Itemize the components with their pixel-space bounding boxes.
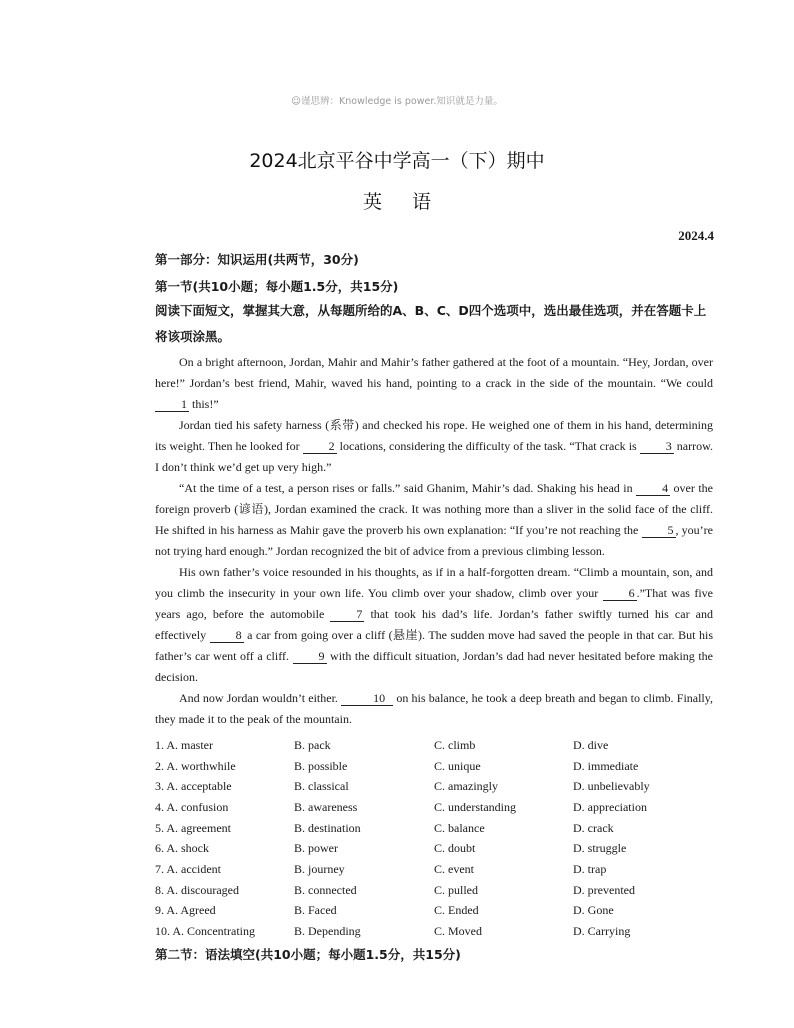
option-b: B. connected <box>294 882 357 897</box>
option-c: C. doubt <box>434 841 476 856</box>
option-c: C. Moved <box>434 924 482 939</box>
option-row <box>155 776 715 797</box>
passage-paragraph-1 <box>155 352 713 415</box>
passage-paragraph-2 <box>155 415 713 478</box>
passage-text: And now Jordan wouldn’t either. <box>179 691 342 705</box>
passage-text: His own father’s voice resounded in his thoughts, as if in a half-forgotten dream. “Climb a mountain, son, and you climb the insecurity in your own life. You climb over your shadow, climb over your <box>155 565 713 600</box>
option-c: C. unique <box>434 758 481 773</box>
part1-heading: 第一部分：知识运用(共两节，30分) <box>155 252 359 267</box>
option-d: D. unbelievably <box>573 779 650 794</box>
option-c: C. pulled <box>434 882 478 897</box>
option-row <box>155 859 715 880</box>
blank-3: 3 <box>640 440 674 454</box>
reading-passage <box>155 352 713 730</box>
blank-9: 9 <box>293 650 327 664</box>
option-b: B. Depending <box>294 924 361 939</box>
exam-date: 2024.4 <box>678 228 714 243</box>
section2-heading: 第二节：语法填空(共10小题；每小题1.5分，共15分) <box>155 947 461 962</box>
passage-text: On a bright afternoon, Jordan, Mahir and Mahir’s father gathered at the foot of a mountain. “Hey, Jordan, over here!” Jordan’s best friend, Mahir, waved his hand, pointing to a crack in the side of the mountain. “We could <box>155 355 713 390</box>
passage-text: narrow. I don’t think we’d get up very high.” <box>155 439 713 474</box>
option-a: 9. A. Agreed <box>155 903 216 918</box>
option-c: C. balance <box>434 820 485 835</box>
passage-paragraph-3 <box>155 478 713 562</box>
option-b: B. power <box>294 841 338 856</box>
option-row <box>155 921 715 942</box>
option-d: D. struggle <box>573 841 627 856</box>
passage-text: with the difficult situation, Jordan’s dad had never hesitated before making the decision. <box>155 649 713 684</box>
option-a: 8. A. discouraged <box>155 882 239 897</box>
option-b: B. journey <box>294 861 345 876</box>
option-b: B. awareness <box>294 799 358 814</box>
option-row <box>155 735 715 756</box>
option-c: C. amazingly <box>434 779 498 794</box>
option-d: D. appreciation <box>573 799 647 814</box>
option-d: D. Carrying <box>573 924 631 939</box>
watermark-text: ☺谨思辨：Knowledge is power.知识就是力量。 <box>291 96 503 107</box>
passage-paragraph-5 <box>155 688 713 730</box>
passage-text: Jordan tied his safety harness (系带) and checked his rope. He weighed one of them in his hand, determining its weight. Then he looked for <box>155 418 713 453</box>
option-b: B. classical <box>294 779 349 794</box>
option-c: C. climb <box>434 737 476 752</box>
section1-instruction: 阅读下面短文，掌握其大意，从每题所给的A、B、C、D四个选项中，选出最佳选项，并在答题卡上将该项涂黑。 <box>155 303 707 344</box>
blank-6: 6 <box>603 587 637 601</box>
option-c: C. understanding <box>434 799 516 814</box>
option-d: D. trap <box>573 861 607 876</box>
option-a: 5. A. agreement <box>155 820 231 835</box>
blank-5: 5 <box>642 524 676 538</box>
blank-8: 8 <box>210 629 244 643</box>
option-d: D. prevented <box>573 882 635 897</box>
passage-text: , you’re not trying hard enough.” Jordan recognized the bit of advice from a previous climbing lesson. <box>155 523 713 558</box>
option-d: D. Gone <box>573 903 614 918</box>
option-a: 7. A. accident <box>155 861 221 876</box>
exam-title: 2024北京平谷中学高一（下）期中 <box>249 150 545 172</box>
option-b: B. Faced <box>294 903 337 918</box>
option-b: B. destination <box>294 820 361 835</box>
section1-heading: 第一节(共10小题；每小题1.5分，共15分) <box>155 279 399 294</box>
option-row <box>155 880 715 901</box>
blank-10: 10 <box>341 692 393 706</box>
option-a: 3. A. acceptable <box>155 779 232 794</box>
option-d: D. crack <box>573 820 614 835</box>
option-a: 6. A. shock <box>155 841 209 856</box>
option-a: 4. A. confusion <box>155 799 229 814</box>
option-b: B. possible <box>294 758 348 773</box>
answer-options <box>155 735 715 942</box>
option-a: 2. A. worthwhile <box>155 758 236 773</box>
option-row <box>155 756 715 777</box>
option-c: C. event <box>434 861 474 876</box>
blank-2: 2 <box>303 440 337 454</box>
subject-title: 英语 <box>362 191 461 213</box>
passage-text: a car from going over a cliff (悬崖). The sudden move had saved the people in that car. But his father’s car went off a cliff. <box>155 628 713 663</box>
blank-7: 7 <box>330 608 364 622</box>
passage-text: this!” <box>189 397 219 411</box>
option-row <box>155 818 715 839</box>
passage-text: locations, considering the difficulty of the task. “That crack is <box>336 439 640 453</box>
option-c: C. Ended <box>434 903 479 918</box>
option-d: D. dive <box>573 737 609 752</box>
option-d: D. immediate <box>573 758 639 773</box>
passage-text: that took his dad’s life. Jordan’s father swiftly turned his car and effectively <box>155 607 713 642</box>
option-row <box>155 838 715 859</box>
option-a: 1. A. master <box>155 737 213 752</box>
passage-text: “At the time of a test, a person rises or falls.” said Ghanim, Mahir’s dad. Shaking his head in <box>179 481 637 495</box>
passage-paragraph-4 <box>155 562 713 688</box>
passage-text: over the foreign proverb (谚语), Jordan examined the crack. It was nothing more than a sliver in the solid face of the cliff. He shifted in his harness as Mahir gave the proverb his own explanation: “If you’re not reaching the <box>155 481 713 537</box>
passage-text: .”That was five years ago, before the automobile <box>155 586 713 621</box>
option-a: 10. A. Concentrating <box>155 924 255 939</box>
option-row <box>155 797 715 818</box>
blank-1: 1 <box>155 398 189 412</box>
option-row <box>155 901 715 922</box>
option-b: B. pack <box>294 737 331 752</box>
blank-4: 4 <box>636 482 670 496</box>
passage-text: on his balance, he took a deep breath and began to climb. Finally, they made it to the peak of the mountain. <box>155 691 713 726</box>
